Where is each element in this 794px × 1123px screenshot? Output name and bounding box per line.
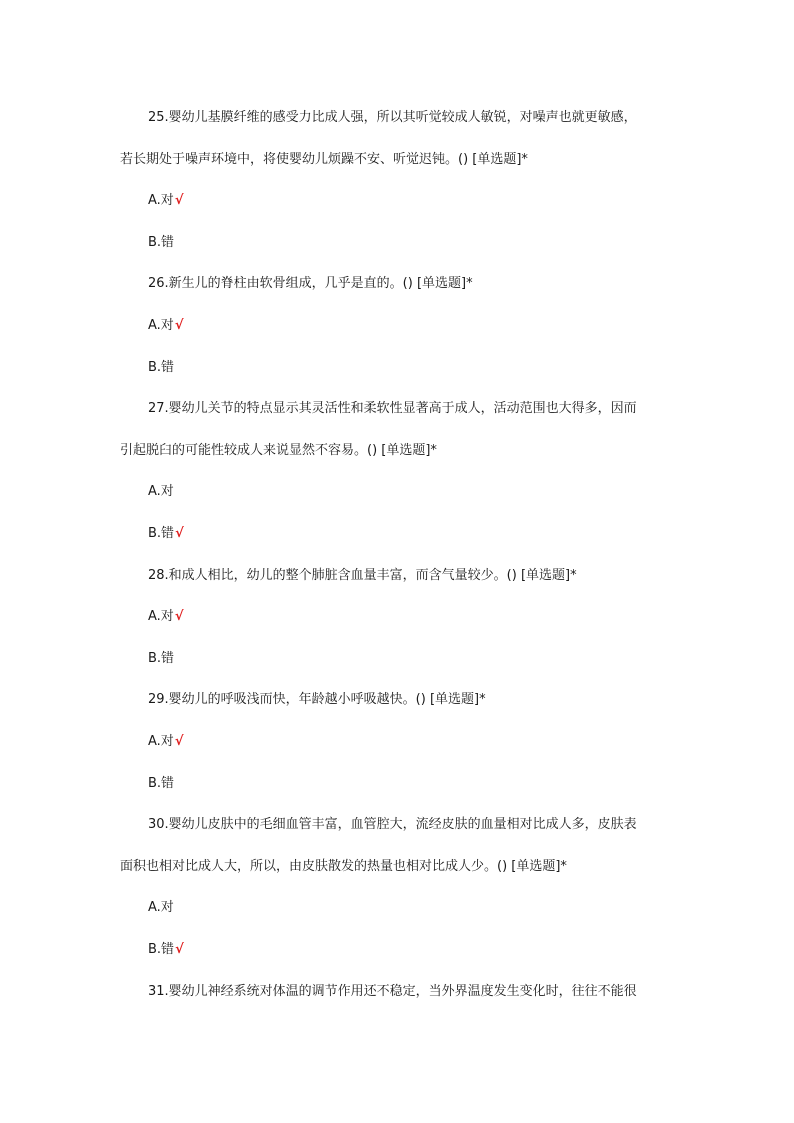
option-label: A.对 xyxy=(148,484,174,499)
option-label: B.错 xyxy=(148,651,175,666)
option-label: B.错 xyxy=(148,942,175,957)
question-text: 25.婴幼儿基膜纤维的感受力比成人强，所以其听觉较成人敏锐，对噪声也就更敏感， xyxy=(148,110,637,125)
option-label: B.错 xyxy=(148,235,175,250)
option-b xyxy=(148,649,175,669)
check-mark-icon: √ xyxy=(174,609,184,624)
question-text: 31.婴幼儿神经系统对体温的调节作用还不稳定，当外界温度发生变化时，往往不能很 xyxy=(148,984,637,999)
check-mark-icon: √ xyxy=(174,734,184,749)
question-text: 29.婴幼儿的呼吸浅而快，年龄越小呼吸越快。() [单选题]* xyxy=(148,692,486,707)
check-mark-icon: √ xyxy=(175,526,184,541)
option-b xyxy=(148,358,175,378)
option-b xyxy=(148,774,175,794)
option-a xyxy=(148,482,175,502)
option-label: A.对 xyxy=(148,609,174,624)
question-text: 26.新生儿的脊柱由软骨组成，几乎是直的。() [单选题]* xyxy=(148,276,473,291)
question-text-continued: 引起脱臼的可能性较成人来说显然不容易。() [单选题]* xyxy=(120,443,437,458)
option-a xyxy=(148,732,183,752)
question-text: 27.婴幼儿关节的特点显示其灵活性和柔软性显著高于成人，活动范围也大得多，因而 xyxy=(148,401,637,416)
question-text-continued: 若长期处于噪声环境中，将使婴幼儿烦躁不安、听觉迟钝。() [单选题]* xyxy=(120,152,528,167)
question-text: 30.婴幼儿皮肤中的毛细血管丰富，血管腔大，流经皮肤的血量相对比成人多，皮肤表 xyxy=(148,817,637,832)
option-b xyxy=(148,233,175,253)
option-label: B.错 xyxy=(148,776,175,791)
option-b xyxy=(148,524,184,544)
option-label: A.对 xyxy=(148,734,174,749)
check-mark-icon: √ xyxy=(174,193,184,208)
option-label: A.对 xyxy=(148,900,174,915)
option-label: A.对 xyxy=(148,318,174,333)
check-mark-icon: √ xyxy=(174,318,184,333)
question-text-continued: 面积也相对比成人大，所以，由皮肤散发的热量也相对比成人少。() [单选题]* xyxy=(120,859,567,874)
option-a xyxy=(148,191,183,211)
option-label: A.对 xyxy=(148,193,174,208)
option-b xyxy=(148,940,184,960)
option-a xyxy=(148,898,175,918)
option-a xyxy=(148,316,183,336)
option-a xyxy=(148,607,183,627)
question-text: 28.和成人相比，幼儿的整个肺脏含血量丰富，而含气量较少。() [单选题]* xyxy=(148,568,577,583)
check-mark-icon: √ xyxy=(175,942,184,957)
option-label: B.错 xyxy=(148,526,175,541)
option-label: B.错 xyxy=(148,360,175,375)
